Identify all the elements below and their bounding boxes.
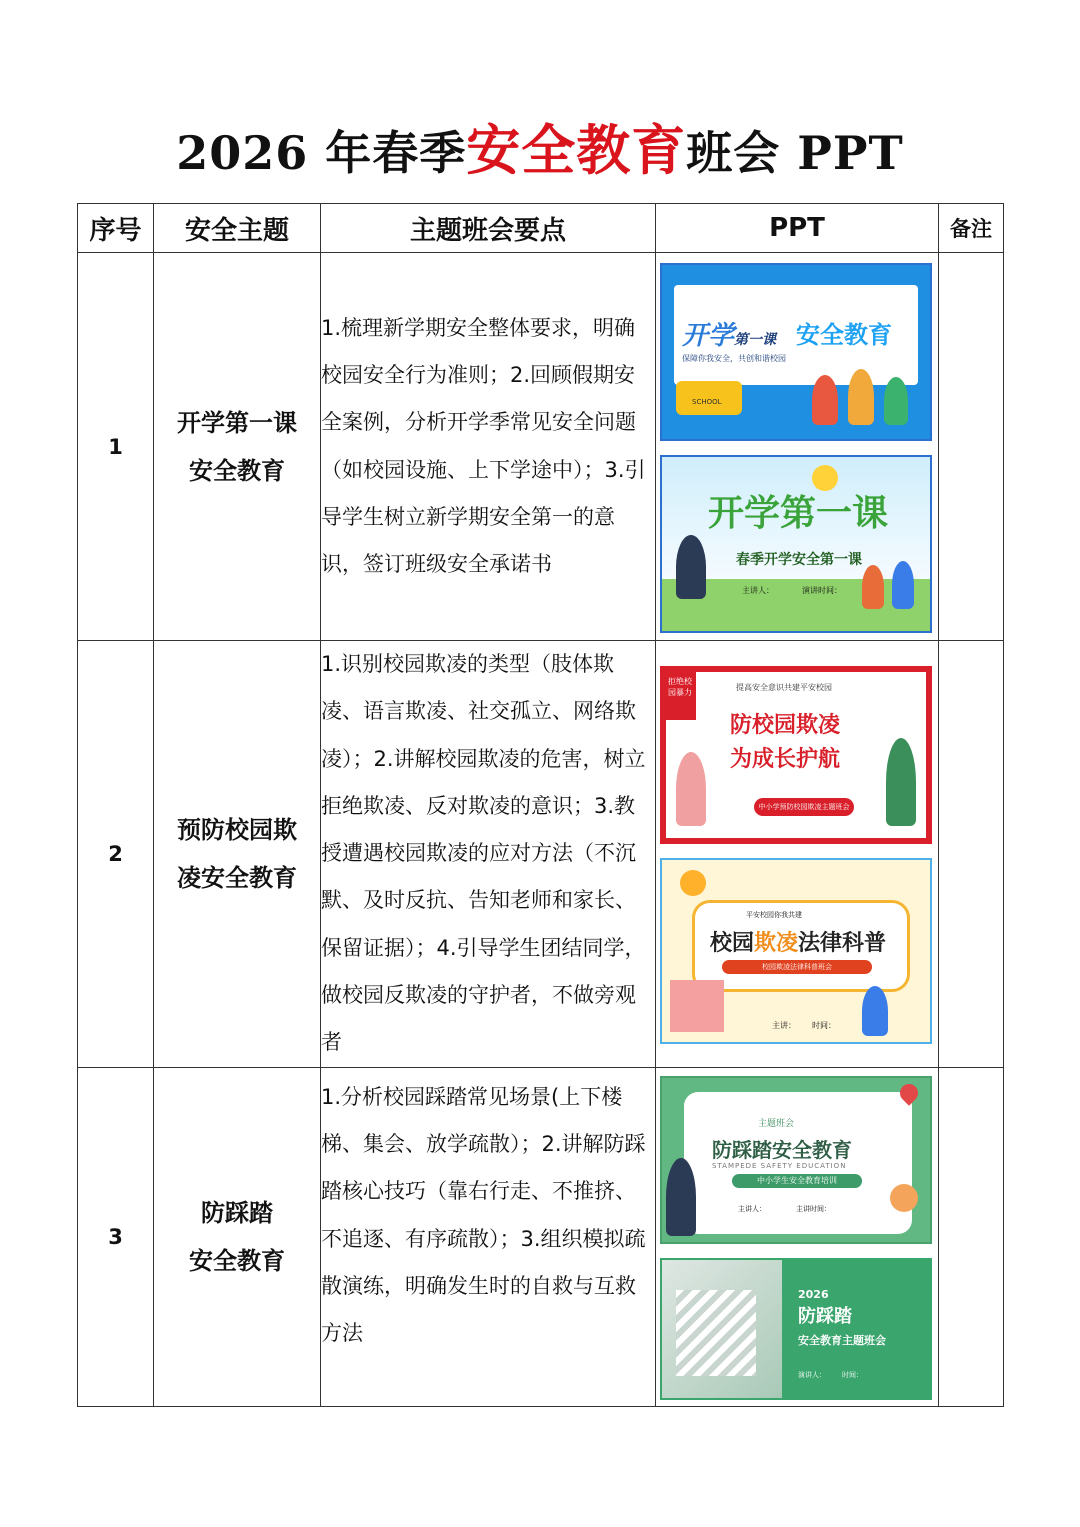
kid-figure xyxy=(812,375,838,425)
slide-speaker: 主讲人： xyxy=(742,585,774,595)
slide-line2: 为成长护航 xyxy=(730,746,841,772)
row-points: 1.识别校园欺凌的类型（肢体欺凌、语言欺凌、社交孤立、网络欺凌）；2.讲解校园欺凌的危害，树立拒绝欺凌、反对欺凌的意识；3.教授遭遇校园欺凌的应对方法（不沉默、及时反抗、告知老师和家长、保留证据）；4.引导学生团结同学，做校园反欺凌的守护者，不做旁观者 xyxy=(321,641,656,1068)
table-row xyxy=(78,641,1004,1068)
lesson-table xyxy=(77,203,1004,1407)
ppt-thumbnail[interactable] xyxy=(660,666,932,844)
header-notes: 备注 xyxy=(939,204,1004,253)
topic-line: 预防校园欺 xyxy=(177,815,297,844)
slide-headline: 校园欺凌法律科普 xyxy=(710,930,887,956)
row-topic xyxy=(154,1067,321,1406)
ppt-thumbnail[interactable] xyxy=(660,1258,932,1400)
slide-corner: 拒绝校园暴力 xyxy=(668,676,692,697)
table-row xyxy=(78,1067,1004,1406)
topic-line: 安全教育 xyxy=(189,456,285,485)
slide-small: 主题班会 xyxy=(758,1118,795,1129)
ppt-thumbnail[interactable] xyxy=(660,858,932,1044)
slide-year: 2026 xyxy=(798,1287,829,1301)
slide-speaker: 演讲人： xyxy=(798,1370,826,1379)
row-number: 2 xyxy=(78,641,154,1068)
header-points: 主题班会要点 xyxy=(321,204,656,253)
slide-bar: 校园欺凌法律科普班会 xyxy=(722,960,872,974)
row-points: 1.梳理新学期安全整体要求，明确校园安全行为准则；2.回顾假期安全案例，分析开学季常见安全问题（如校园设施、上下学途中）；3.引导学生树立新学期安全第一的意识，签订班级安全承诺书 xyxy=(321,253,656,641)
title-post: 班会 PPT xyxy=(686,126,904,180)
slide-speaker: 主讲： xyxy=(772,1020,796,1030)
slide-top-text: 提高安全意识共建平安校园 xyxy=(736,682,832,692)
row-ppt xyxy=(656,1067,939,1406)
row-topic xyxy=(154,253,321,641)
kid-figure xyxy=(862,565,884,609)
slide-bar: 中小学生安全教育培训 xyxy=(732,1174,862,1188)
row-points: 1.分析校园踩踏常见场景(上下楼梯、集会、放学疏散）；2.讲解防踩踏核心技巧（靠右行走、不推挤、不追逐、有序疏散）；3.组织模拟疏散演练，明确发生时的自救与互救方法 xyxy=(321,1067,656,1406)
row-ppt xyxy=(656,641,939,1068)
kid-figure xyxy=(862,986,888,1036)
title-pre: 2026 年春季 xyxy=(176,126,467,180)
teacher-figure xyxy=(666,1158,696,1236)
row-number: 1 xyxy=(78,253,154,641)
row-notes xyxy=(939,253,1004,641)
slide-line1: 防校园欺凌 xyxy=(730,712,841,738)
slide-date: 主讲时间： xyxy=(796,1204,831,1213)
row-notes xyxy=(939,641,1004,1068)
slide-tagline: 保障你我安全，共创和谐校园 xyxy=(682,353,786,363)
slide-speaker: 主讲人： xyxy=(738,1204,766,1213)
slide-subtitle: 安全教育主题班会 xyxy=(798,1333,886,1347)
row-notes xyxy=(939,1067,1004,1406)
topic-line: 防踩踏 xyxy=(201,1198,273,1227)
bus-label: SCHOOL xyxy=(692,397,722,406)
page-title xyxy=(0,108,1080,185)
header-topic: 安全主题 xyxy=(154,204,321,253)
slide-small: 平安校园你我共建 xyxy=(746,910,802,919)
slide-headline-right: 安全教育 xyxy=(796,320,892,349)
slide-bar: 中小学预防校园欺凌主题班会 xyxy=(754,798,854,816)
kid-figure xyxy=(886,738,916,826)
slide-en: STAMPEDE SAFETY EDUCATION xyxy=(712,1161,847,1170)
ppt-thumbnail[interactable] xyxy=(660,1076,932,1244)
slide-date: 时间： xyxy=(812,1020,836,1030)
header-row xyxy=(78,204,1004,253)
slide-date: 时间： xyxy=(842,1370,863,1379)
kid-figure xyxy=(892,561,914,609)
ppt-thumbnail[interactable] xyxy=(660,263,932,441)
slide-headline: 开学第一课 xyxy=(708,492,889,534)
slide-date: 演讲时间： xyxy=(802,585,842,595)
topic-line: 凌安全教育 xyxy=(177,863,297,892)
kid-figure xyxy=(848,369,874,425)
topic-line: 安全教育 xyxy=(189,1246,285,1275)
table-row xyxy=(78,253,1004,641)
row-number: 3 xyxy=(78,1067,154,1406)
header-ppt: PPT xyxy=(656,204,939,253)
teacher-figure xyxy=(676,535,706,599)
ppt-thumbnail[interactable] xyxy=(660,455,932,633)
kid-figure xyxy=(676,752,706,826)
header-num: 序号 xyxy=(78,204,154,253)
slide-headline: 防踩踏 xyxy=(798,1305,852,1327)
topic-line: 开学第一课 xyxy=(177,408,297,437)
slide-subtitle: 春季开学安全第一课 xyxy=(736,551,862,568)
row-topic xyxy=(154,641,321,1068)
row-ppt xyxy=(656,253,939,641)
slide-headline: 防踩踏安全教育 xyxy=(712,1137,852,1162)
title-highlight: 安全教育 xyxy=(466,118,687,182)
slide-headline: 开学第一课 xyxy=(682,320,777,351)
kid-figure xyxy=(884,377,908,425)
